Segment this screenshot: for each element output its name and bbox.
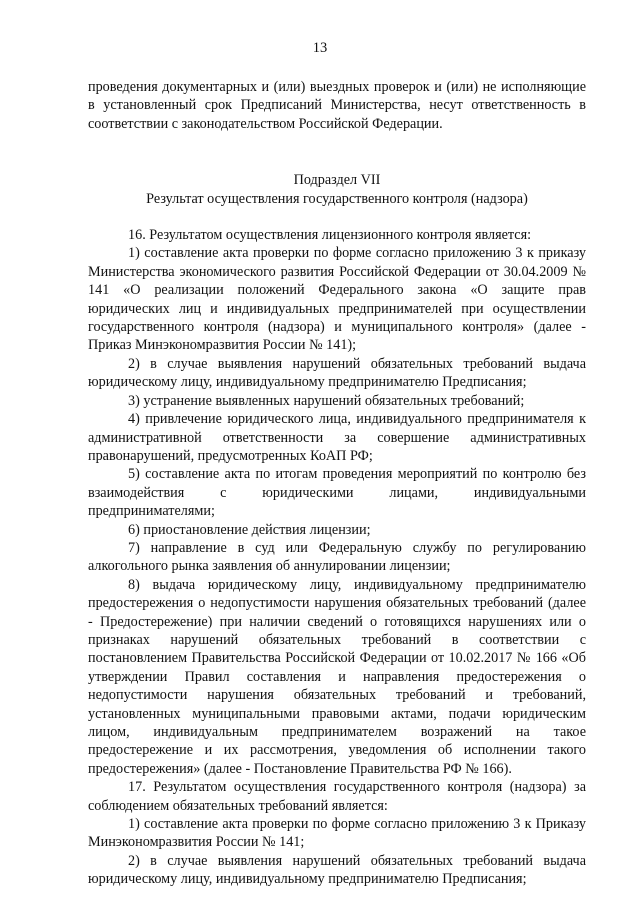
paragraph: 1) составление акта проверки по форме согласно приложению 3 к Приказу Минэкономразвития России № 141; bbox=[88, 816, 586, 851]
paragraph: 3) устранение выявленных нарушений обязательных требований; bbox=[128, 392, 525, 409]
paragraph: 1) составление акта проверки по форме согласно приложению 3 к приказу Министерства экономического развития Российской Федерации от 30.04.2009 № 141 «О реализации положений Федерального закона «О защите прав юридических лиц и индивидуальных предпринимателей при осуществлении государственного контроля (надзора) и муниципального контроля» (далее - Приказ Минэкономразвития России № 141); bbox=[88, 245, 586, 354]
page-number: 13 bbox=[312, 40, 328, 56]
paragraph: 5) составление акта по итогам проведения мероприятий по контролю без взаимодействия с юридическими лицами, индивидуальными предпринимателями; bbox=[88, 466, 586, 520]
paragraph: 7) направление в суд или Федеральную службу по регулированию алкогольного рынка заявления об аннулировании лицензии; bbox=[88, 539, 586, 575]
paragraph: 17. Результатом осуществления государственного контроля (надзора) за соблюдением обязательных требований является: bbox=[88, 779, 586, 814]
paragraph: 2) в случае выявления нарушений обязательных требований выдача юридическому лицу, индивидуальному предпринимателю Предписания; bbox=[88, 355, 586, 391]
paragraph: 2) в случае выявления нарушений обязательных требований выдача юридическому лицу, индивидуальному предпринимателю Предписания; bbox=[88, 852, 586, 888]
paragraph: 6) приостановление действия лицензии; bbox=[128, 521, 371, 538]
subsection-subtitle: Результат осуществления государственного контроля (надзора) bbox=[146, 190, 528, 207]
subsection-title: Подраздел VII bbox=[293, 172, 381, 189]
paragraph: 16. Результатом осуществления лицензионного контроля является: bbox=[128, 227, 532, 244]
paragraph: 4) привлечение юридического лица, индивидуального предпринимателя к административной ответственности за совершение административных правонарушений, предусмотренных КоАП РФ; bbox=[88, 411, 586, 464]
document-body bbox=[88, 78, 586, 889]
paragraph: 8) выдача юридическому лицу, индивидуальному предпринимателю предостережения о недопустимости нарушения обязательных требований (далее - Предостережение) при наличии сведений о готовящихся нарушениях или о признаках нарушений обязательных требований в соответствии с постановлением Правительства Российской Федерации от 10.02.2017 № 166 «Об утверждении Правил составления и направления предостережения о недопустимости нарушения обязательных требований и требований, установленных муниципальными правовыми актами, подачи юридическим лицом, индивидуальным предпринимателем возражений на такое предостережение и их рассмотрения, уведомления об исполнении такого предостережения» (далее - Постановление Правительства РФ № 166). bbox=[88, 576, 586, 777]
intro-paragraph: проведения документарных и (или) выездных проверок и (или) не исполняющие в установленный срок Предписаний Министерства, несут ответственность в соответствии с законодательством Российской Федерации. bbox=[88, 79, 586, 132]
